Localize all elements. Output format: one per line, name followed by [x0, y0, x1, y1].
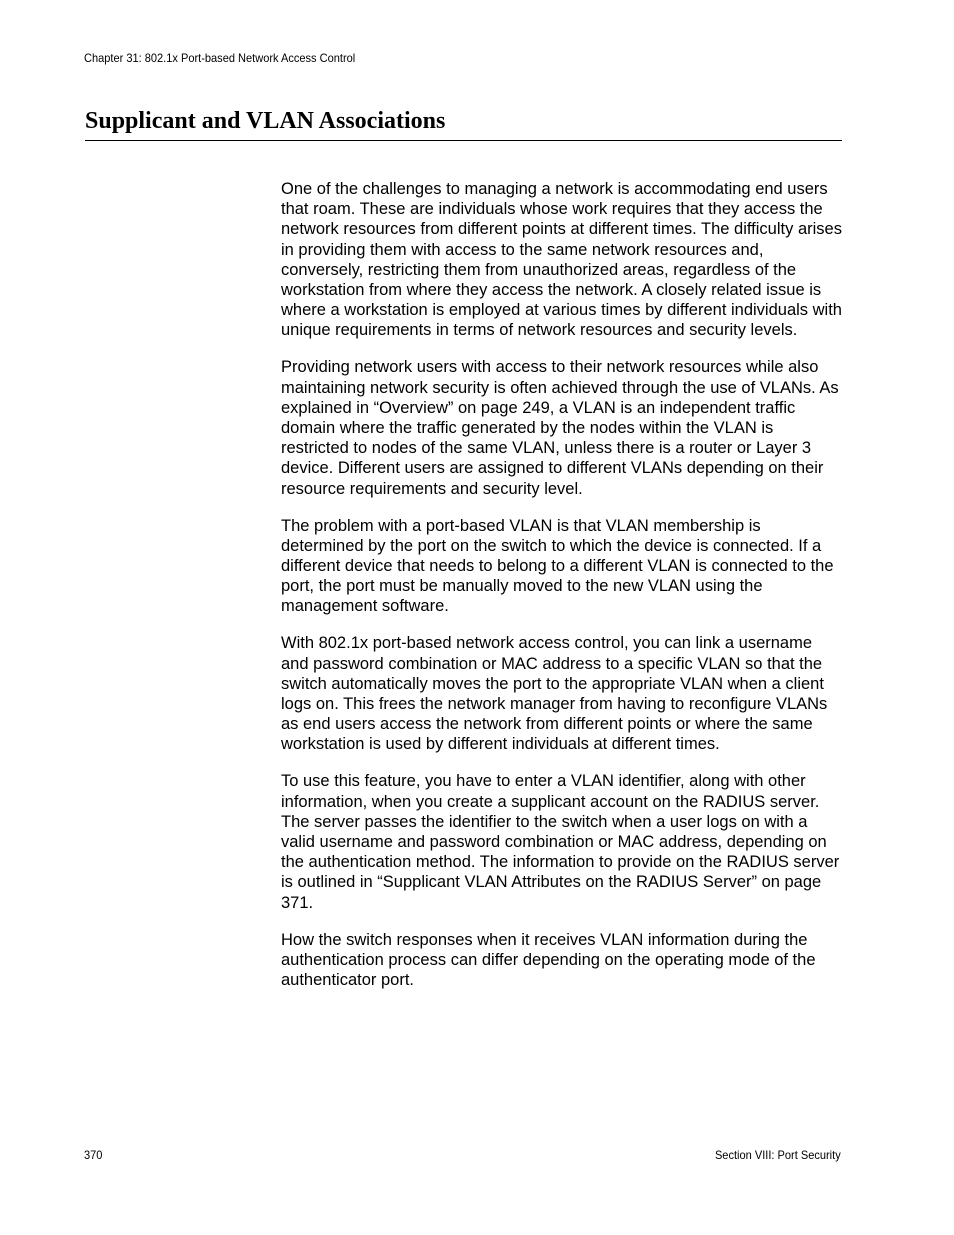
body-text: [281, 179, 843, 1007]
paragraph: One of the challenges to managing a network is accommodating end users that roam. These are individuals whose work requires that they access the network resources from different points at different times. The difficulty arises in providing them with access to the same network resources and, conversely, restricting them from unauthorized areas, regardless of the workstation from where they access the network. A closely related issue is where a workstation is employed at various times by different individuals with unique requirements in terms of network resources and security levels.: [281, 180, 842, 340]
paragraph: Providing network users with access to their network resources while also maintaining network security is often achieved through the use of VLANs. As explained in “Overview” on page 249, a VLAN is an independent traffic domain where the traffic generated by the nodes within the VLAN is restricted to nodes of the same VLAN, unless there is a router or Layer 3 device. Different users are assigned to different VLANs depending on their resource requirements and security level.: [281, 358, 839, 498]
paragraph: With 802.1x port-based network access control, you can link a username and password combination or MAC address to a specific VLAN so that the switch automatically moves the port to the appropriate VLAN when a client logs on. This frees the network manager from having to reconfigure VLANs as end users access the network from different points or where the same workstation is used by different individuals at different times.: [281, 634, 828, 754]
running-header: Chapter 31: 802.1x Port-based Network Access Control: [84, 51, 356, 65]
page-number: 370: [84, 1148, 103, 1162]
paragraph: To use this feature, you have to enter a VLAN identifier, along with other information, when you create a supplicant account on the RADIUS server. The server passes the identifier to the switch when a user logs on with a valid username and password combination or MAC address, depending on the authentication method. The information to provide on the RADIUS server is outlined in “Supplicant VLAN Attributes on the RADIUS Server” on page 371.: [281, 772, 840, 912]
section-title: Supplicant and VLAN Associations: [85, 107, 842, 141]
footer-section: Section VIII: Port Security: [715, 1148, 841, 1162]
paragraph: The problem with a port-based VLAN is that VLAN membership is determined by the port on the switch to which the device is connected. If a different device that needs to belong to a different VLAN is connected to the port, the port must be manually moved to the new VLAN using the management software.: [281, 516, 834, 616]
paragraph: How the switch responses when it receives VLAN information during the authentication process can differ depending on the operating mode of the authenticator port.: [281, 930, 816, 990]
